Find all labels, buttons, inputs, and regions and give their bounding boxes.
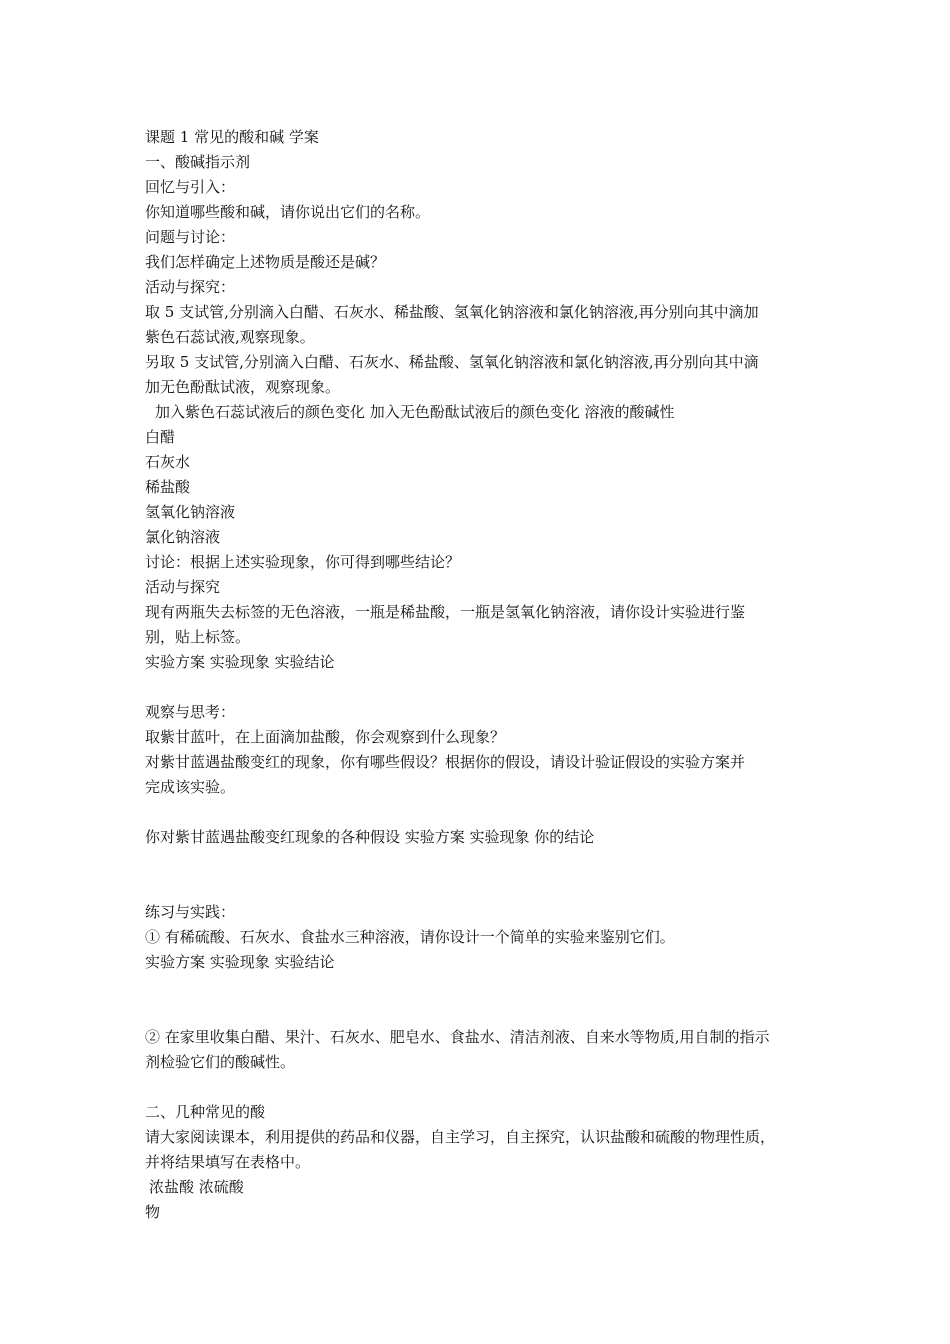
- activity-paragraph-1b: 紫色石蕊试液,观察现象。: [145, 328, 315, 346]
- section-1-heading: 一、酸碱指示剂: [145, 153, 251, 171]
- document-body: [145, 125, 815, 1225]
- doc-title: 课题 1 常见的酸和碱 学案: [145, 128, 319, 146]
- observe-heading: 观察与思考：: [145, 703, 236, 721]
- table-1-header: 加入紫色石蕊试液后的颜色变化 加入无色酚酞试液后的颜色变化 溶液的酸碱性: [155, 403, 675, 421]
- table-1-row: 氢氧化钠溶液: [145, 503, 236, 521]
- recall-heading: 回忆与引入：: [145, 178, 236, 196]
- observe-paragraph-b: 完成该实验。: [145, 778, 236, 796]
- recall-text: 你知道哪些酸和碱，请你说出它们的名称。: [145, 203, 431, 221]
- practice-item-2a: ② 在家里收集白醋、果汁、石灰水、肥皂水、食盐水、清洁剂液、自来水等物质,用自制的指示: [145, 1028, 770, 1046]
- activity-2-text-a: 现有两瓶失去标签的无色溶液，一瓶是稀盐酸，一瓶是氢氧化钠溶液，请你设计实验进行鉴: [145, 603, 746, 621]
- activity-paragraph-2a: 另取 5 支试管,分别滴入白醋、石灰水、稀盐酸、氢氧化钠溶液和氯化钠溶液,再分别向其中滴: [145, 353, 759, 371]
- blank-space: [145, 1075, 815, 1100]
- activity-paragraph-2b: 加无色酚酞试液，观察现象。: [145, 378, 341, 396]
- section-2-heading: 二、几种常见的酸: [145, 1103, 266, 1121]
- question-text: 我们怎样确定上述物质是酸还是碱？: [145, 253, 386, 271]
- table-1-row: 稀盐酸: [145, 478, 191, 496]
- practice-item-2b: 剂检验它们的酸碱性。: [145, 1053, 296, 1071]
- blank-space: [145, 850, 815, 900]
- activity-paragraph-1a: 取 5 支试管,分别滴入白醋、石灰水、稀盐酸、氢氧化钠溶液和氯化钠溶液,再分别向其中滴加: [145, 303, 759, 321]
- table-1-row: 白醋: [145, 428, 176, 446]
- table-3-header: 你对紫甘蓝遇盐酸变红现象的各种假设 实验方案 实验现象 你的结论: [145, 828, 595, 846]
- section-2-paragraph-b: 并将结果填写在表格中。: [145, 1153, 311, 1171]
- observe-paragraph-a: 对紫甘蓝遇盐酸变红的现象，你有哪些假设？根据你的假设，请设计验证假设的实验方案并: [145, 753, 746, 771]
- blank-space: [145, 675, 815, 700]
- activity-2-heading: 活动与探究: [145, 578, 221, 596]
- activity-heading: 活动与探究：: [145, 278, 236, 296]
- table-4-header: 实验方案 实验现象 实验结论: [145, 953, 335, 971]
- practice-heading: 练习与实践：: [145, 903, 236, 921]
- observe-text: 取紫甘蓝叶，在上面滴加盐酸，你会观察到什么现象？: [145, 728, 506, 746]
- table-5-row: 物: [145, 1203, 161, 1221]
- table-2-header: 实验方案 实验现象 实验结论: [145, 653, 335, 671]
- table-5-header: 浓盐酸 浓硫酸: [149, 1178, 244, 1196]
- blank-space: [145, 800, 815, 825]
- section-2-paragraph-a: 请大家阅读课本，利用提供的药品和仪器，自主学习，自主探究，认识盐酸和硫酸的物理性质，: [145, 1128, 776, 1146]
- practice-item-1: ① 有稀硫酸、石灰水、食盐水三种溶液，请你设计一个简单的实验来鉴别它们。: [145, 928, 675, 946]
- question-heading: 问题与讨论：: [145, 228, 236, 246]
- activity-2-text-b: 别，贴上标签。: [145, 628, 251, 646]
- table-1-row: 氯化钠溶液: [145, 528, 221, 546]
- blank-space: [145, 975, 815, 1025]
- discussion-text: 讨论：根据上述实验现象，你可得到哪些结论？: [145, 553, 461, 571]
- table-1-row: 石灰水: [145, 453, 191, 471]
